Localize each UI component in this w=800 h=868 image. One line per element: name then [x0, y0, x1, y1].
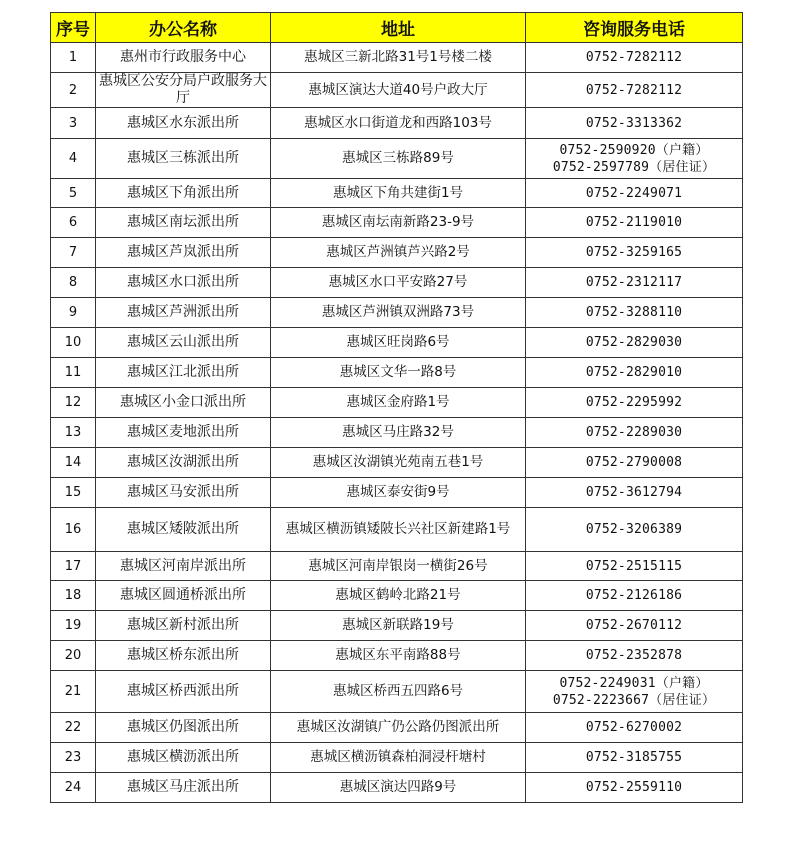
phone-line: 0752-2126186	[585, 588, 683, 603]
office-address: 惠城区鹤岭北路21号	[271, 581, 526, 611]
row-number: 7	[51, 238, 96, 268]
office-address: 惠城区汝湖镇光苑南五巷1号	[271, 448, 526, 478]
row-number: 18	[51, 581, 96, 611]
phone-line: 0752-7282112	[585, 82, 683, 98]
phone-line: 0752-3612794	[585, 485, 683, 500]
table-row	[51, 388, 743, 418]
phone-line: 0752-7282112	[585, 50, 683, 65]
row-number: 11	[51, 358, 96, 388]
table-row	[51, 298, 743, 328]
office-phone	[526, 43, 743, 73]
row-number: 5	[51, 179, 96, 208]
office-table	[50, 12, 743, 803]
row-number: 16	[51, 508, 96, 552]
office-address: 惠城区横沥镇矮陂长兴社区新建路1号	[271, 508, 526, 552]
row-number: 6	[51, 208, 96, 238]
table-row	[51, 611, 743, 641]
office-address: 惠城区三新北路31号1号楼二楼	[271, 43, 526, 73]
table-row	[51, 328, 743, 358]
office-address: 惠城区水口平安路27号	[271, 268, 526, 298]
row-number: 22	[51, 713, 96, 743]
table-row	[51, 671, 743, 713]
header-address: 地址	[271, 13, 526, 43]
office-name: 惠城区小金口派出所	[96, 388, 271, 418]
table-row	[51, 508, 743, 552]
office-name: 惠城区水东派出所	[96, 108, 271, 139]
office-phone	[526, 108, 743, 139]
office-address: 惠城区汝湖镇广仍公路仍图派出所	[271, 713, 526, 743]
table-row	[51, 238, 743, 268]
table-row	[51, 581, 743, 611]
office-address: 惠城区芦洲镇双洲路73号	[271, 298, 526, 328]
office-name: 惠城区下角派出所	[96, 179, 271, 208]
office-phone	[526, 328, 743, 358]
phone-line: 0752-2352878	[585, 648, 683, 663]
row-number: 23	[51, 743, 96, 773]
office-phone	[526, 478, 743, 508]
row-number: 2	[51, 73, 96, 108]
phone-line: 0752-3259165	[585, 245, 683, 260]
table-row	[51, 73, 743, 108]
office-name: 惠城区马庄派出所	[96, 773, 271, 803]
phone-line: 0752-2590920（户籍）	[559, 142, 709, 158]
table-row	[51, 43, 743, 73]
header-phone: 咨询服务电话	[526, 13, 743, 43]
table-row	[51, 743, 743, 773]
phone-line: 0752-2223667（居住证）	[552, 692, 716, 708]
phone-line: 0752-2249071	[585, 185, 683, 201]
row-number: 24	[51, 773, 96, 803]
office-name: 惠城区南坛派出所	[96, 208, 271, 238]
office-name: 惠城区河南岸派出所	[96, 552, 271, 581]
office-name: 惠城区麦地派出所	[96, 418, 271, 448]
office-address: 惠城区横沥镇森柏洞浸杆塘村	[271, 743, 526, 773]
phone-line: 0752-2515115	[585, 558, 683, 574]
phone-line: 0752-3288110	[585, 305, 683, 320]
table-row	[51, 108, 743, 139]
office-address: 惠城区文华一路8号	[271, 358, 526, 388]
row-number: 9	[51, 298, 96, 328]
phone-line: 0752-2295992	[585, 395, 683, 410]
office-phone	[526, 358, 743, 388]
office-address: 惠城区桥西五四路6号	[271, 671, 526, 713]
office-phone	[526, 641, 743, 671]
table-row	[51, 641, 743, 671]
office-phone	[526, 581, 743, 611]
office-address: 惠城区金府路1号	[271, 388, 526, 418]
phone-line: 0752-2790008	[585, 455, 683, 470]
office-phone	[526, 713, 743, 743]
row-number: 3	[51, 108, 96, 139]
office-address: 惠城区旺岗路6号	[271, 328, 526, 358]
office-address: 惠城区东平南路88号	[271, 641, 526, 671]
table-row	[51, 713, 743, 743]
office-name: 惠城区横沥派出所	[96, 743, 271, 773]
office-phone	[526, 179, 743, 208]
office-address: 惠城区河南岸银岗一横街26号	[271, 552, 526, 581]
office-name: 惠城区公安分局户政服务大厅	[96, 73, 271, 108]
office-name: 惠城区汝湖派出所	[96, 448, 271, 478]
table-row	[51, 773, 743, 803]
phone-line: 0752-2119010	[585, 215, 683, 230]
office-name: 惠城区仍图派出所	[96, 713, 271, 743]
header-office-name: 办公名称	[96, 13, 271, 43]
office-phone	[526, 773, 743, 803]
row-number: 15	[51, 478, 96, 508]
office-phone	[526, 268, 743, 298]
phone-line: 0752-2312117	[585, 275, 683, 290]
row-number: 1	[51, 43, 96, 73]
office-name: 惠城区桥东派出所	[96, 641, 271, 671]
office-phone	[526, 743, 743, 773]
office-address: 惠城区泰安街9号	[271, 478, 526, 508]
office-name: 惠城区芦洲派出所	[96, 298, 271, 328]
office-phone	[526, 418, 743, 448]
phone-line: 0752-2559110	[585, 780, 683, 795]
table-row	[51, 139, 743, 179]
header-row	[51, 13, 743, 43]
office-phone	[526, 73, 743, 108]
row-number: 10	[51, 328, 96, 358]
office-phone	[526, 611, 743, 641]
header-no: 序号	[51, 13, 96, 43]
office-phone	[526, 671, 743, 713]
office-phone	[526, 139, 743, 179]
phone-line: 0752-2670112	[585, 618, 683, 633]
office-name: 惠城区江北派出所	[96, 358, 271, 388]
office-name: 惠城区桥西派出所	[96, 671, 271, 713]
office-phone	[526, 388, 743, 418]
row-number: 19	[51, 611, 96, 641]
office-address: 惠城区三栋路89号	[271, 139, 526, 179]
office-phone	[526, 508, 743, 552]
phone-line: 0752-2249031（户籍）	[559, 675, 709, 691]
row-number: 20	[51, 641, 96, 671]
office-address: 惠城区下角共建街1号	[271, 179, 526, 208]
phone-line: 0752-3185755	[585, 750, 683, 765]
office-name: 惠州市行政服务中心	[96, 43, 271, 73]
office-name: 惠城区新村派出所	[96, 611, 271, 641]
office-name: 惠城区云山派出所	[96, 328, 271, 358]
office-name: 惠城区水口派出所	[96, 268, 271, 298]
office-name: 惠城区芦岚派出所	[96, 238, 271, 268]
row-number: 13	[51, 418, 96, 448]
table-row	[51, 268, 743, 298]
office-address: 惠城区新联路19号	[271, 611, 526, 641]
office-address: 惠城区演达大道40号户政大厅	[271, 73, 526, 108]
table-row	[51, 552, 743, 581]
row-number: 12	[51, 388, 96, 418]
office-phone	[526, 238, 743, 268]
table-row	[51, 418, 743, 448]
office-phone	[526, 208, 743, 238]
office-name: 惠城区马安派出所	[96, 478, 271, 508]
office-address: 惠城区马庄路32号	[271, 418, 526, 448]
phone-line: 0752-6270002	[585, 720, 683, 735]
phone-line: 0752-2597789（居住证）	[552, 159, 716, 175]
phone-line: 0752-3206389	[585, 522, 683, 537]
office-name: 惠城区矮陂派出所	[96, 508, 271, 552]
office-phone	[526, 448, 743, 478]
row-number: 8	[51, 268, 96, 298]
office-address: 惠城区南坛南新路23-9号	[271, 208, 526, 238]
table-row	[51, 448, 743, 478]
office-address: 惠城区水口街道龙和西路103号	[271, 108, 526, 139]
phone-line: 0752-3313362	[585, 115, 683, 131]
phone-line: 0752-2289030	[585, 425, 683, 440]
row-number: 14	[51, 448, 96, 478]
table-row	[51, 358, 743, 388]
office-phone	[526, 298, 743, 328]
office-address: 惠城区芦洲镇芦兴路2号	[271, 238, 526, 268]
table-row	[51, 208, 743, 238]
row-number: 17	[51, 552, 96, 581]
phone-line: 0752-2829010	[585, 365, 683, 380]
table-row	[51, 478, 743, 508]
office-address: 惠城区演达四路9号	[271, 773, 526, 803]
row-number: 4	[51, 139, 96, 179]
phone-line: 0752-2829030	[585, 335, 683, 350]
office-name: 惠城区圆通桥派出所	[96, 581, 271, 611]
office-phone	[526, 552, 743, 581]
office-name: 惠城区三栋派出所	[96, 139, 271, 179]
table-row	[51, 179, 743, 208]
row-number: 21	[51, 671, 96, 713]
